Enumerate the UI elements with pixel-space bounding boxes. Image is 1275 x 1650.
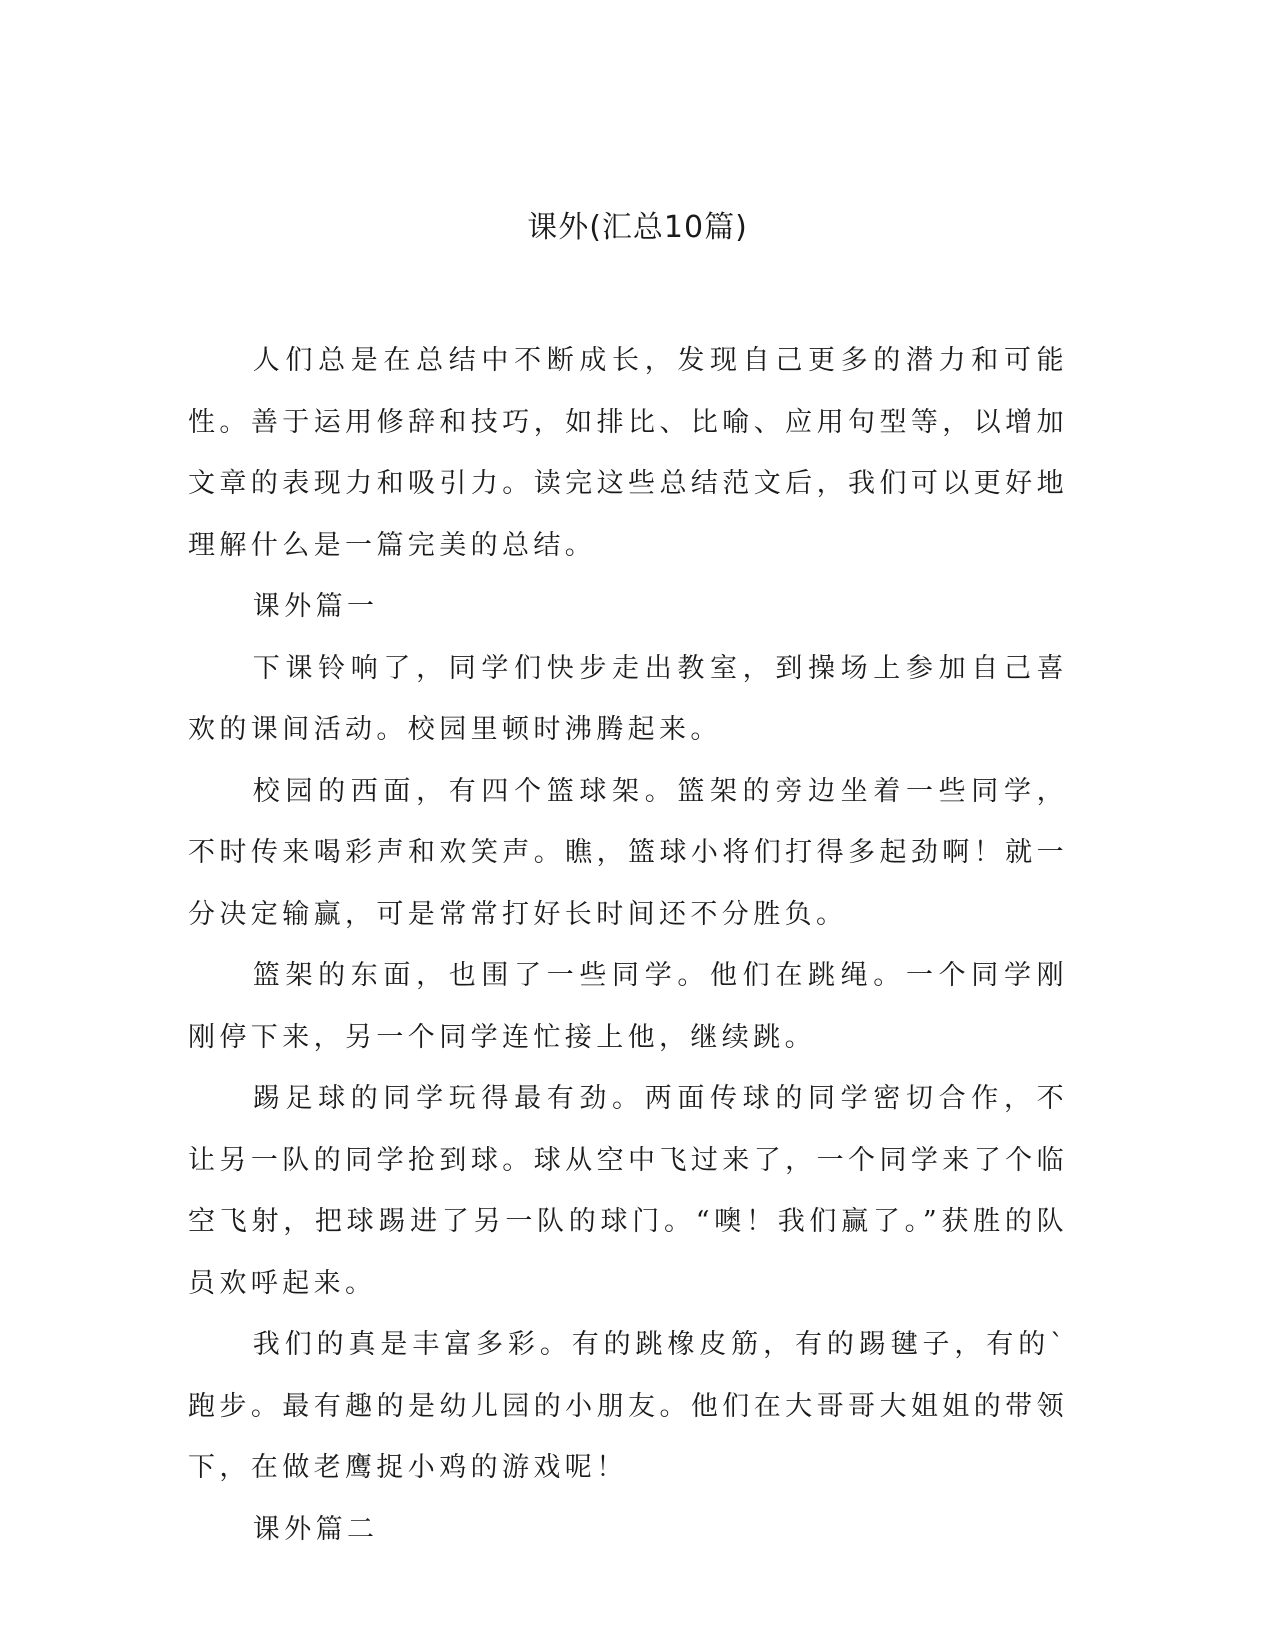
paragraph: 篮架的东面，也围了一些同学。他们在跳绳。一个同学刚刚停下来，另一个同学连忙接上他，继续跳。: [188, 960, 1068, 1053]
section-heading-1: 课外篇一: [252, 591, 379, 622]
document-title: 课外(汇总10篇): [527, 210, 748, 245]
paragraph: 下课铃响了，同学们快步走出教室，到操场上参加自己喜欢的课间活动。校园里顿时沸腾起来。: [188, 652, 1068, 745]
paragraph: 踢足球的同学玩得最有劲。两面传球的同学密切合作，不让另一队的同学抢到球。球从空中飞过来了，一个同学来了个临空飞射，把球踢进了另一队的球门。“噢！我们赢了。”获胜的队员欢呼起来。: [188, 1083, 1068, 1299]
paragraph: 校园的西面，有四个篮球架。篮架的旁边坐着一些同学，不时传来喝彩声和欢笑声。瞧，篮球小将们打得多起劲啊！就一分决定输赢，可是常常打好长时间还不分胜负。: [188, 775, 1068, 930]
intro-paragraph: 人们总是在总结中不断成长，发现自己更多的潜力和可能性。善于运用修辞和技巧，如排比、比喻、应用句型等，以增加文章的表现力和吸引力。读完这些总结范文后，我们可以更好地理解什么是一篇完美的总结。: [188, 345, 1068, 561]
paragraph: 我们的真是丰富多彩。有的跳橡皮筋，有的踢毽子，有的`跑步。最有趣的是幼儿园的小朋友。他们在大哥哥大姐姐的带领下，在做老鹰捉小鸡的游戏呢！: [188, 1329, 1068, 1483]
document-body: [188, 330, 1068, 1560]
section-heading-2: 课外篇二: [252, 1513, 379, 1545]
